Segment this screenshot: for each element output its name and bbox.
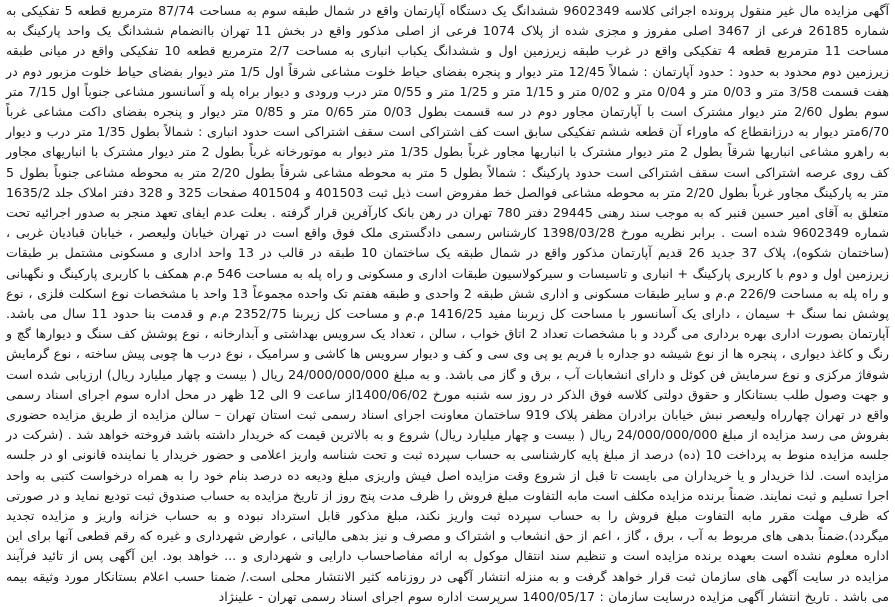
notice-paragraph: آگهی مزایده مال غیر منقول پرونده اجرائی کلاسه 9602349 ششدانگ یک دستگاه آپارتمان واقع در شمال طبقه سوم به مساحت 87/74 مترمربع قطعه 5 تفکیکی به شماره 26185 فرعی از 3467 اصلی مفروز و مجزی شده از پلاک 1074 فرعی از اصلی مذکور واقع در بخش 11 تهران باانضمام ششدانگ یک واحد پارکینگ به مساحت 11 مترمربع قطعه 4 تفکیکی واقع در غرب طبقه زیرزمین اول و ششدانگ یکباب انباری به مساحت 2/7 مترمربع قطعه 10 تفکیکی واقع در میانی طبقه زیرزمین دوم محدود به حدود : حدود آپارتمان : شمالاً 12/45 متر دیوار و پنجره بفضای حیاط خلوت مشاعی شرقاً اول 1/5 متر دیوار بفضای حیاط خلوت مزبور دوم در هفت قسمت 3/58 متر و 0/03 متر و 0/04 متر و 0/02 متر و 1/15 متر و 1/25 متر و 0/55 متر درب ورودی و دیوار براه پله و آسانسور مشاعی جنوباً اول 7/15 متر سوم بطول 2/60 متر دیوار مشترک است با آپارتمان مجاور دوم در سه قسمت بطول 0/03 متر 0/65 متر و 0/85 متر دیوار و پنجره بفضای داکت مشاعی غرباً 6/70متر دیوار به درزانقطاع که ماوراء آن قطعه ششم تفکیکی سابق است کف اشتراکی است سقف اشتراکی است حدود انباری : شمالاً بطول 1/35 متر درب و دیوار به راهرو مشاعی انباریها شرقاً بطول 2 متر دیوار مشترک با انباریها مجاور غرباً بطول 1/35 متر دیوار به موتورخانه غرباً بطول 2 متر دیوار مشترک با انباریهای مجاور کف روی عرصه اشتراکی است سقف اشتراکی است حدود پارکینگ : شمالاً بطول 5 متر به محوطه مشاعی شرقاً بطول 2/20 متر به محوطه مشاعی جنوباً بطول 5 متر به پارکینگ مجاور غرباً بطول 2/20 متر به محوطه مشاعی فوالصل خط مفروض است ذیل ثبت 401503 و 401504 صفحات 325 و 328 دفتر املاک جلد 1635/2 متعلق به آقای امیر حسین قنبر که به موجب سند رهنی 29445 دفتر 780 تهران در رهن بانک کارآفرین قرار گرفته . بعلت عدم ایفای تعهد منجر به صدور اجرائیه تحت شماره 9602349 شده است . برابر نظریه مورخ 1398/03/28 کارشناس رسمی دادگستری ملک فوق واقع است در تهران خیابان ولیعصر ، خیابان قبادیان غربی ، (ساختمان شکوه)، پلاک 37 جدید 26 قدیم آپارتمان مذکور واقع در شمال طبقه یک ساختمان 10 طبقه در قالب در 13 واحد اداری و مسکونی مشتمل بر طبقات زیرزمین اول و دوم با کاربری پارکینگ + انباری و تاسیسات و سیرکولاسیون طبقات اداری و مسکونی و راه پله به مساحت 546 م.م همکف با کاربری پارکینگ و نگهبانی و راه پله به مساحت 226/9 م.م و سایر طبقات مسکونی و اداری شش طبقه 2 واحدی و طبقه هفتم تک واحده مجموعاً 13 واحد با مشخصات نوع اسکلت فلزی ، نوع پوشش نما سنگ + سیمان ، دارای یک آسانسور با مساحت کل زیربنا مفید 1416/25 م.م و مساحت کل زیربنا 2352/75 م.م و قدمت بنا حدود 11 سال می باشد. آپارتمان بصورت اداری بهره برداری می گردد و با مشخصات تعداد 2 اتاق خواب ، سالن ، تعداد یک سرویس بهداشتی و آبدارخانه ، نوع پوشش کف سنگ و دیوارها گچ و رنگ و کاغذ دیواری ، پنجره ها از نوع شیشه دو جداره با فریم یو پی وی سی و کف و دیوار سرویس ها کاشی و سرامیک ، نوع درب ها چوبی پیش ساخته ، نوع گرمایش شوفاژ مرکزی و نوع سرمایش فن کوئل و دارای انشعابات آب ، برق و گاز می باشد. و به مبلغ 24/000/000/000 ریال ( بیست و چهار میلیارد ریال) ارزیابی شده است و جهت وصول طلب بستانکار و حقوق دولتی کلاسه فوق الذکر در روز سه شنبه مورخ 1400/06/02از ساعت 9 الی 12 ظهر در محل اداره سوم اجرای اسناد رسمی واقع در تهران چهارراه ولیعصر نبش خیابان برادران مظفر پلاک 919 ساختمان معاونت اجرای اسناد رسمی ثبت استان تهران – سالن مزایده از طریق مزایده حضوری بفروش می رسد مزایده از مبلغ 24/000/000/000 ریال ( بیست و چهار میلیارد ریال) شروع و به بالاترین قیمت که خریدار داشته باشد فروخته خواهد شد . (شرکت در جلسه مزایده منوط به پرداخت 10 (ده) درصد از مبلغ پایه کارشناسی به حساب سپرده ثبت و تحت شناسه واریز اعلامی و حضور خریدار یا نماینده قانونی او در جلسه مزایده است. لذا خریدار و یا خریداران می بایست تا قبل از شروع وقت مزایده اصل فیش واریزی مبلغ ودیعه ده درصد بنام خود را به همراه درخواست کتبی به واحد اجرا تسلیم و ثبت نمایند. ضمناً برنده مزایده مکلف است مابه التفاوت مبلغ فروش را ظرف مدت پنج روز از تاریخ مزایده به حساب صندوق ثبت تودیع نماید و در صورتی که ظرف مهلت مقرر مابه التفاوت مبلغ فروش را به حساب سپرده ثبت واریز نکند، مبلغ مذکور قابل استرداد نبوده و به حساب خزانه واریز و مزایده تجدید میگردد).ضمناً بدهی های مربوط به آب ، برق ، گاز ، اعم از حق انشعاب و اشتراک و مصرف و نیز بدهی مالیاتی ، عوارض شهرداری و غیره که رقم قطعی آنها برای این اداره معلوم نشده است بعهده برنده مزایده است و تنظیم سند انتقال موکول به ارائه مفاصاحساب دارایی و شهرداری و ... خواهد بود. این آگهی پس از تائید فرآیند مزایده در سایت آگهی های سازمان ثبت قرار خواهد گرفت و به منزله انتشار آگهی در روزنامه کثیر الانتشار محلی است./ ضمنا حسب اعلام بستانکار مورد وثیقه بیمه می باشد . تاریخ انتشار آگهی مزایده درسایت سازمان : 1400/05/17 سرپرست اداره سوم اجرای اسناد رسمی تهران - علینژاد	[6, 3, 890, 604]
